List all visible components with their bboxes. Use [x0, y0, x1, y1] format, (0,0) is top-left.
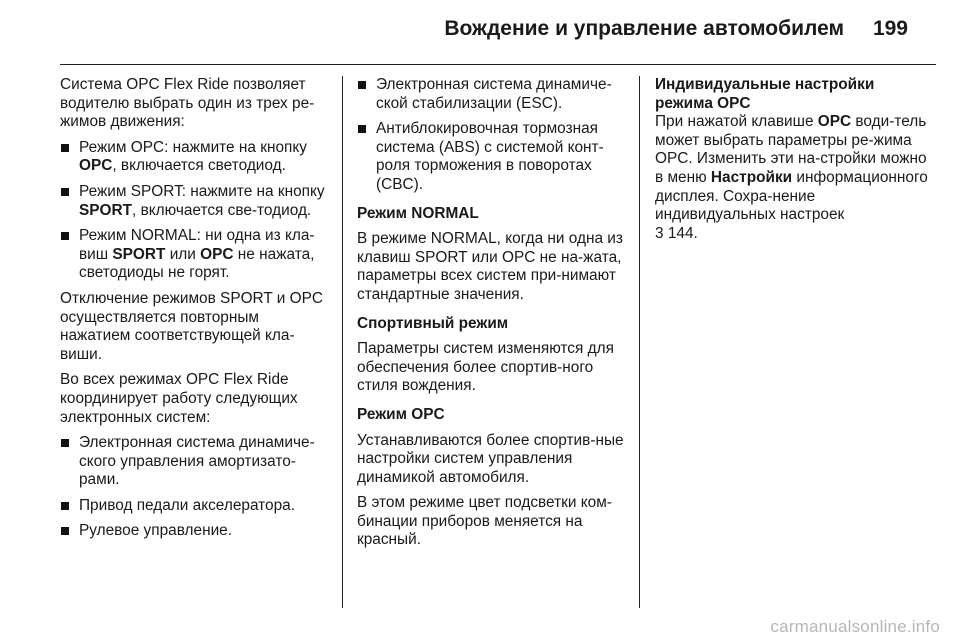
column-divider: [342, 76, 343, 608]
column-middle: [357, 76, 629, 557]
section-heading: Спортивный режим: [357, 314, 509, 332]
column-divider: [639, 76, 640, 608]
paragraph: Устанавливаются более спортив-ные настройки систем управления динамикой автомобиля.: [357, 431, 624, 486]
list-item: Антиблокировочная тормозная система (ABS) с системой конт-роля торможения в поворотах (CBC).: [357, 120, 629, 194]
bullet-square-icon: [61, 232, 69, 240]
watermark: carmanualsonline.info: [770, 617, 940, 636]
key-name: SPORT: [79, 201, 133, 219]
section-heading: Режим OPC: [357, 405, 445, 423]
list-item: Режим SPORT: нажмите на кнопку SPORT, включается све-тодиод.: [60, 183, 330, 220]
bullet-square-icon: [358, 81, 366, 89]
paragraph: В этом режиме цвет подсветки ком-бинации приборов меняется на красный.: [357, 494, 612, 549]
paragraph: Во всех режимах OPC Flex Ride координирует работу следующих электронных систем:: [60, 371, 298, 426]
menu-name: Настройки: [710, 168, 793, 186]
system-list: [357, 76, 629, 195]
key-name: OPC: [200, 245, 234, 263]
mode-list: [60, 139, 330, 283]
section-heading: Режим NORMAL: [357, 204, 479, 222]
list-item: Электронная система динамиче-ской стабилизации (ESC).: [357, 76, 629, 113]
page-header: [60, 0, 936, 65]
paragraph: При нажатой клавише OPC води-тель может выбрать параметры ре-жима OPC. Изменить эти на-стройки можно в меню Настройки информационного дисплея. Сохра-нение индивидуальных настроек 3 144.: [655, 113, 928, 242]
bullet-square-icon: [61, 527, 69, 535]
page-reference: 144: [667, 224, 694, 242]
list-item: Режим NORMAL: ни одна из кла-виш SPORT или OPC не нажата, светодиоды не горят.: [60, 227, 330, 283]
page-title: Вождение и управление автомобилем: [444, 17, 844, 40]
section-heading: Индивидуальные настройки режима OPC: [655, 76, 875, 112]
list-item: Режим OPC: нажмите на кнопку OPC, включается светодиод.: [60, 139, 330, 176]
paragraph: Отключение режимов SPORT и OPC осуществляется повторным нажатием соответствующей кла-виши.: [60, 289, 324, 363]
column-right: [655, 76, 935, 250]
bullet-square-icon: [61, 439, 69, 447]
list-item: Электронная система динамиче-ского управления амортизато-рами.: [60, 434, 330, 490]
key-name: OPC: [817, 113, 852, 131]
bullet-square-icon: [61, 502, 69, 510]
system-list: [60, 434, 330, 541]
intro-paragraph: Система OPC Flex Ride позволяет водителю выбрать один из трех ре-жимов движения:: [60, 76, 315, 131]
key-name: SPORT: [112, 245, 166, 263]
key-name: OPC: [79, 157, 113, 175]
list-item: Привод педали акселератора.: [60, 497, 330, 516]
page-number: 199: [872, 17, 908, 40]
paragraph: В режиме NORMAL, когда ни одна из клавиш SPORT или OPC не на-жата, параметры всех систем при-нимают стандартные значения.: [357, 230, 623, 303]
column-left: [60, 76, 330, 548]
list-item: Рулевое управление.: [60, 522, 330, 541]
bullet-square-icon: [358, 125, 366, 133]
bullet-square-icon: [61, 188, 69, 196]
page-reference-arrow-icon: 3: [655, 224, 664, 242]
paragraph: Параметры систем изменяются для обеспечения более спортив-ного стиля вождения.: [357, 340, 614, 395]
bullet-square-icon: [61, 144, 69, 152]
